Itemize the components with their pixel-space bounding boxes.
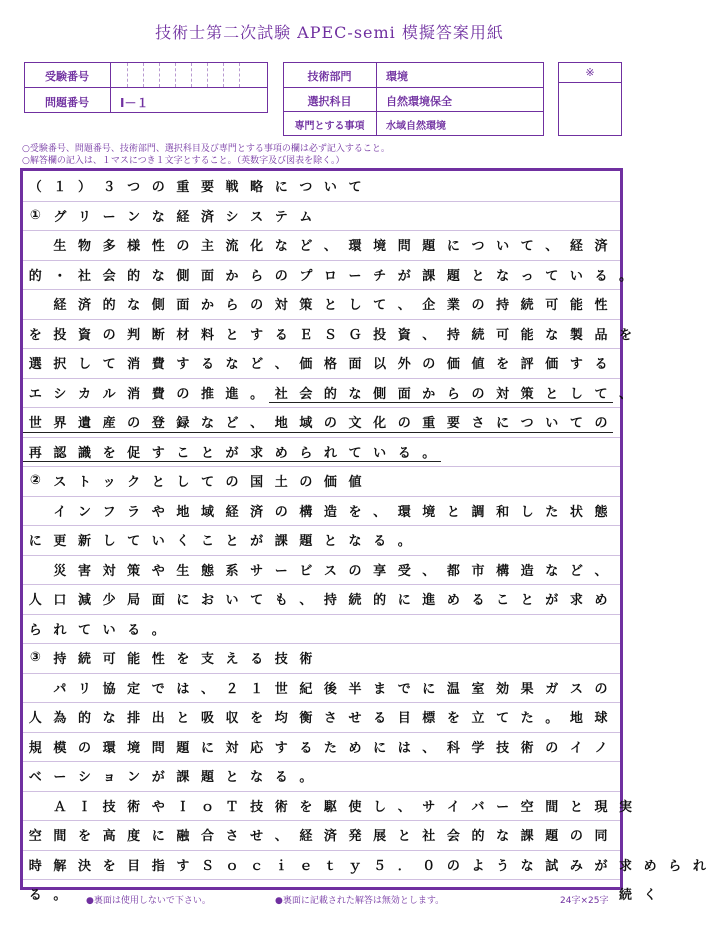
- answer-row: 規 模 の 環 境 問 題 に 対 応 す る た め に は 、 科 学 技 術 の イ ノ: [28, 740, 608, 756]
- grid-line: [23, 555, 620, 556]
- page-title: 技術士第二次試験 APEC-semi 模擬答案用紙: [155, 23, 504, 42]
- exam-number-label: 受験番号: [45, 70, 89, 83]
- instruction-note-2: ○解答欄の記入は、１マスにつき１文字とすること。（英数字及び図表を除く。）: [22, 156, 345, 166]
- grid-line: [23, 732, 620, 733]
- answer-row: ベ ー シ ョ ン が 課 題 と な る 。: [28, 770, 313, 786]
- subject-value: 自然環境保全: [386, 95, 452, 108]
- specialty-value: 水域自然環境: [386, 121, 446, 132]
- grid-line: [23, 260, 620, 261]
- text-underline: [23, 461, 441, 462]
- answer-row: エ シ カ ル 消 費 の 推 進 。 社 会 的 な 側 面 か ら の 対 策 と し て 、: [28, 386, 633, 402]
- answer-row: ら れ て い る 。: [28, 622, 165, 638]
- grid-line: [23, 614, 620, 615]
- answer-row: る 。 続 く: [28, 888, 657, 904]
- grid-line: [23, 850, 620, 851]
- text-underline: [269, 402, 613, 403]
- footer-note-left: ●裏面は使用しないで下さい。: [86, 896, 211, 906]
- answer-row: 時 解 決 を 目 指 す Ｓ ｏ ｃ ｉ ｅ ｔ ｙ ５ ． ０ の よ う な 試 み が 求 め ら れ: [28, 858, 706, 874]
- grid-line: [23, 673, 620, 674]
- grid-line: [23, 496, 620, 497]
- answer-row: ② ス ト ッ ク と し て の 国 土 の 価 値: [29, 473, 362, 491]
- answer-row: 人 口 減 少 局 面 に お い て も 、 持 続 的 に 進 め る こ と が 求 め: [28, 593, 608, 609]
- answer-row: 再 認 識 を 促 す こ と が 求 め ら れ て い る 。: [28, 445, 436, 461]
- grid-line: [23, 201, 620, 202]
- grid-line: [23, 879, 620, 880]
- grid-line: [23, 791, 620, 792]
- grid-line: [23, 289, 620, 290]
- answer-row: Ａ Ｉ 技 術 や Ｉ ｏ Ｔ 技 術 を 駆 使 し 、 サ イ バ ー 空 間 と 現 実: [53, 799, 633, 815]
- grid-line: [23, 525, 620, 526]
- footer-note-center: ●裏面に記載された解答は無効とします。: [275, 896, 445, 906]
- grid-line: [23, 348, 620, 349]
- grid-line: [23, 761, 620, 762]
- answer-row: 的 ・ 社 会 的 な 側 面 か ら の プ ロ ー チ が 課 題 と な っ て い る 。: [28, 268, 633, 284]
- grid-line: [23, 230, 620, 231]
- grid-line: [23, 466, 620, 467]
- answer-row: 災 害 対 策 や 生 態 系 サ ー ビ ス の 享 受 、 都 市 構 造 な ど 、: [53, 563, 608, 579]
- answer-row: 生 物 多 様 性 の 主 流 化 な ど 、 環 境 問 題 に つ い て 、 経 済: [53, 239, 608, 255]
- text-underline: [23, 432, 613, 433]
- answer-row: を 投 資 の 判 断 材 料 と す る Ｅ Ｓ Ｇ 投 資 、 持 続 可 能 な 製 品 を: [28, 327, 633, 343]
- instruction-note-1: ○受験番号、問題番号、技術部門、選択科目及び専門とする事項の欄は必ず記入すること。: [22, 144, 390, 154]
- answer-row: に 更 新 し て い く こ と が 課 題 と な る 。: [28, 534, 411, 550]
- answer-row: 空 間 を 高 度 に 融 合 さ せ 、 経 済 発 展 と 社 会 的 な 課 題 の 同: [28, 829, 608, 845]
- answer-row: ③ 持 続 可 能 性 を 支 え る 技 術: [29, 650, 313, 668]
- subject-label: 選択科目: [307, 95, 352, 108]
- answer-row: ① グ リ ー ン な 経 済 シ ス テ ム: [29, 207, 313, 225]
- answer-row: 経 済 的 な 側 面 か ら の 対 策 と し て 、 企 業 の 持 続 可 能 性: [53, 298, 608, 314]
- answer-row: 世 界 遺 産 の 登 録 な ど 、 地 域 の 文 化 の 重 要 さ に つ い て の: [28, 416, 608, 432]
- answer-row: 選 択 し て 消 費 す る な ど 、 価 格 面 以 外 の 価 値 を 評 価 す る: [28, 357, 608, 373]
- answer-row: （ １ ） ３ つ の 重 要 戦 略 に つ い て: [28, 180, 362, 196]
- mark-symbol: ※: [585, 66, 595, 79]
- grid-line: [23, 643, 620, 644]
- grid-line: [23, 820, 620, 821]
- grid-line: [23, 584, 620, 585]
- answer-row: イ ン フ ラ や 地 域 経 済 の 構 造 を 、 環 境 と 調 和 し た 状 態: [53, 504, 608, 520]
- grid-line: [23, 319, 620, 320]
- grid-line: [23, 378, 620, 379]
- question-number-label: 問題番号: [45, 96, 89, 109]
- specialty-label: 専門とする事項: [294, 121, 365, 132]
- grid-size-label: 24字×25字: [560, 896, 609, 906]
- answer-row: 人 為 的 な 排 出 と 吸 収 を 均 衡 さ せ る 目 標 を 立 て た 。 地 球: [28, 711, 608, 727]
- exam-number-field[interactable]: [111, 63, 267, 87]
- grid-line: [23, 437, 620, 438]
- question-number-value: Ⅰ－１: [120, 96, 149, 110]
- department-value: 環境: [386, 70, 408, 83]
- department-label: 技術部門: [307, 70, 352, 83]
- grid-line: [23, 407, 620, 408]
- answer-row: パ リ 協 定 で は 、 ２ １ 世 紀 後 半 ま で に 温 室 効 果 ガ ス の: [53, 681, 608, 697]
- grid-line: [23, 702, 620, 703]
